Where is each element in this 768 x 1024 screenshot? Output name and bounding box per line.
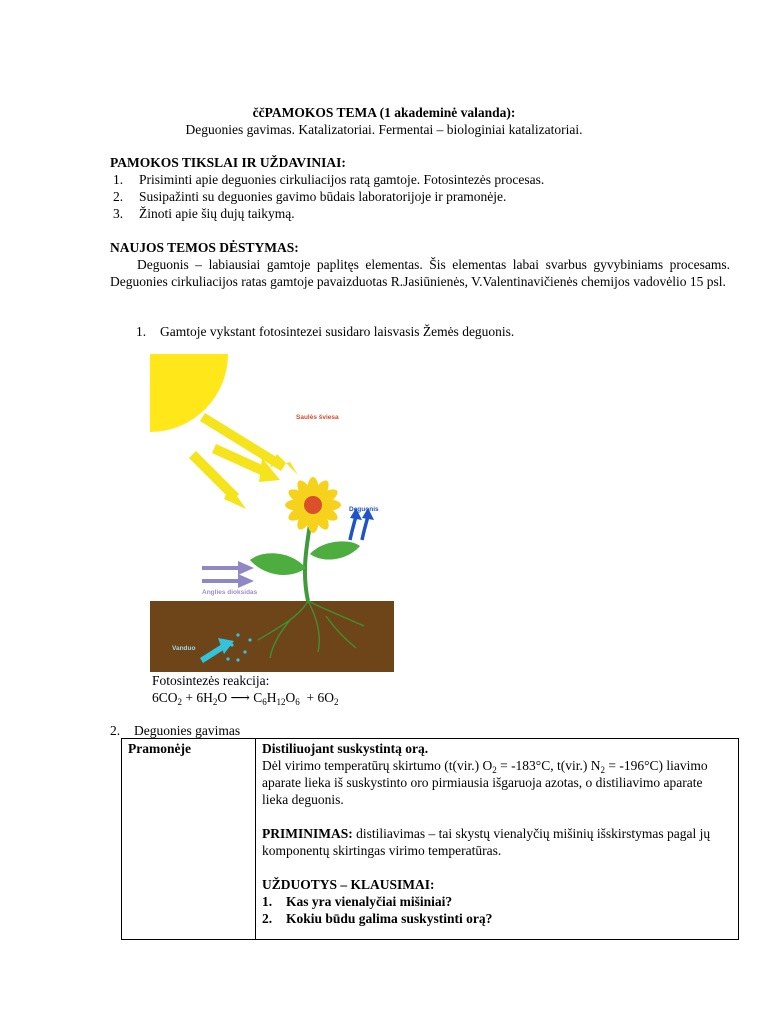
goal-number: 3. xyxy=(113,206,124,221)
table-row xyxy=(122,739,739,940)
reaction-title: Fotosintezės reakcija: xyxy=(152,673,270,688)
method-cell xyxy=(122,739,256,940)
goal-item xyxy=(113,188,506,205)
goal-number: 2. xyxy=(113,189,124,204)
point-1-text: Gamtoje vykstant fotosintezei susidaro laisvasis Žemės deguonis. xyxy=(160,324,515,339)
goal-item xyxy=(113,171,544,188)
sunlight-arrows xyxy=(189,413,298,509)
sunlight-label: Saulės šviesa xyxy=(296,414,339,421)
goals-heading: PAMOKOS TIKSLAI IR UŽDAVINIAI: xyxy=(110,155,346,170)
goal-text: Prisiminti apie deguonies cirkuliacijos ratą gamtoje. Fotosintezės procesas. xyxy=(139,172,545,187)
goal-number: 1. xyxy=(113,172,124,187)
reminder-text: distiliavimas – tai skystų vienalyčių mišinių išskirstymas pagal jų komponentų skirtingas virimo temperatūras. xyxy=(262,826,711,858)
task-item xyxy=(262,910,732,927)
task-item xyxy=(262,893,732,910)
oxygen-label: Deguonis xyxy=(349,506,379,513)
intro-paragraph: Deguonis – labiausiai gamtoje paplitęs elementas. Šis elementas labai svarbus gyvybiniams procesams. Deguonies cirkuliacijos ratas gamtoje pavaizduotas R.Jasiūnienės, V.Valentinavičienės chemijos vadovėlio 15 psl. xyxy=(110,257,730,289)
reminder-label: PRIMINIMAS: xyxy=(262,826,353,841)
photosynthesis-figure xyxy=(150,354,394,672)
section-2-heading xyxy=(110,722,240,739)
reaction-equation: $6CO_2 + 6H_2O$ ⟶ $C_6H_{12}O_6 + 6O_2$ xyxy=(152,690,339,707)
goal-item xyxy=(113,205,295,222)
co2-arrows xyxy=(202,561,254,588)
lesson-subtitle: Deguonies gavimas. Katalizatoriai. Fermentai – biologiniai katalizatoriai. xyxy=(185,122,583,137)
leaf-left xyxy=(250,553,306,575)
flower xyxy=(285,477,341,533)
method-label: Pramonėje xyxy=(128,741,191,756)
section-2-number: 2. xyxy=(110,723,121,738)
goal-text: Susipažinti su deguonies gavimo būdais laboratorijoje ir pramonėje. xyxy=(139,189,507,204)
oxygen-arrows xyxy=(350,516,368,540)
goal-text: Žinoti apie šių dujų taikymą. xyxy=(139,206,295,221)
oxygen-production-table xyxy=(121,738,739,940)
new-topic-heading: NAUJOS TEMOS DĖSTYMAS: xyxy=(110,240,299,255)
lesson-title: ččPAMOKOS TEMA (1 akademinė valanda): xyxy=(252,105,516,120)
task-text: Kas yra vienalyčiai mišiniai? xyxy=(286,894,453,909)
description-heading: Distiliuojant suskystintą orą. xyxy=(262,741,429,756)
water-label: Vanduo xyxy=(172,645,196,652)
point-1 xyxy=(136,323,514,340)
tasks-heading: UŽDUOTYS – KLAUSIMAI: xyxy=(262,877,435,892)
point-1-number: 1. xyxy=(136,324,147,339)
soil xyxy=(150,601,394,672)
reminder xyxy=(262,825,732,859)
task-number: 1. xyxy=(262,894,273,909)
co2-label: Anglies dioksidas xyxy=(202,589,258,596)
task-number: 2. xyxy=(262,911,273,926)
section-2-title: Deguonies gavimas xyxy=(134,723,241,738)
leaf-right xyxy=(310,541,360,559)
description-cell xyxy=(256,739,739,940)
description-text: Dėl virimo temperatūrų skirtumo (t(vir.) $O_2 = -183^\circ C$, t(vir.) $N_2 = -196^\circ C$) liavimo aparate lieka iš suskystinto oro pirmiausia išgaruoja azotas, o distiliavimo aparate lieka deguonis. xyxy=(262,758,708,807)
task-text: Kokiu būdu galima suskystinti orą? xyxy=(286,911,493,926)
